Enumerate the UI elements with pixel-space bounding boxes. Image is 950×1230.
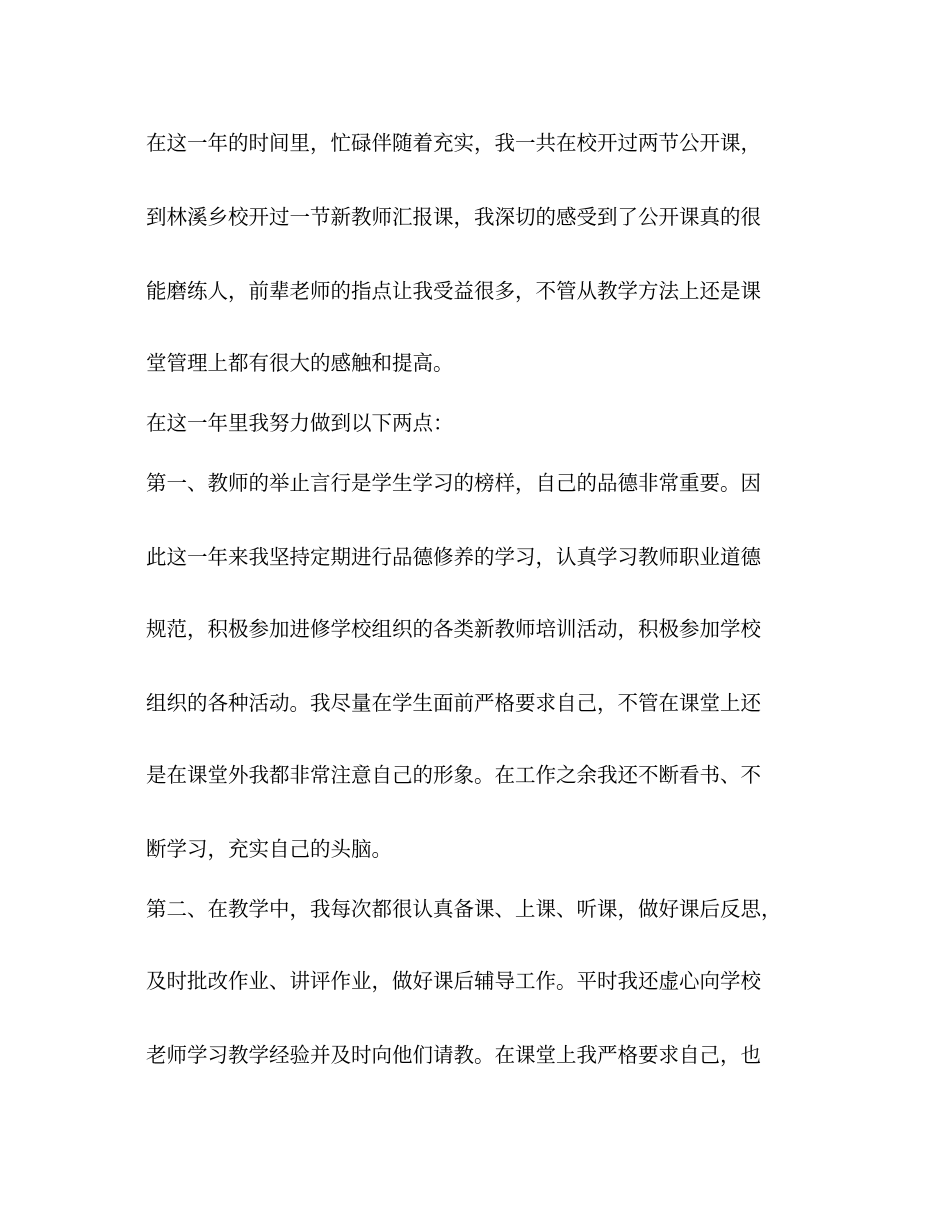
- text-line: 到林溪乡校开过一节新教师汇报课，我深切的感受到了公开课真的很: [146, 205, 761, 229]
- text-line: 此这一年来我坚持定期进行品德修养的学习，认真学习教师职业道德: [146, 545, 761, 569]
- text-line: 第一、教师的举止言行是学生学习的榜样，自己的品德非常重要。因: [146, 471, 761, 495]
- text-line: 是在课堂外我都非常注意自己的形象。在工作之余我还不断看书、不: [146, 763, 761, 787]
- text-line: 老师学习教学经验并及时向他们请教。在课堂上我严格要求自己，也: [146, 1043, 761, 1067]
- text-line: 第二、在教学中，我每次都很认真备课、上课、听课，做好课后反思，: [146, 897, 782, 921]
- text-line: 能磨练人，前辈老师的指点让我受益很多，不管从教学方法上还是课: [146, 279, 761, 303]
- text-line: 堂管理上都有很大的感触和提高。: [146, 351, 454, 375]
- text-line: 在这一年里我努力做到以下两点：: [146, 411, 454, 435]
- text-line: 在这一年的时间里，忙碌伴随着充实，我一共在校开过两节公开课，: [146, 131, 761, 155]
- text-line: 规范，积极参加进修学校组织的各类新教师培训活动，积极参加学校: [146, 617, 761, 641]
- text-line: 组织的各种活动。我尽量在学生面前严格要求自己，不管在课堂上还: [146, 691, 761, 715]
- text-line: 及时批改作业、讲评作业，做好课后辅导工作。平时我还虚心向学校: [146, 969, 761, 993]
- text-line: 断学习，充实自己的头脑。: [146, 837, 392, 861]
